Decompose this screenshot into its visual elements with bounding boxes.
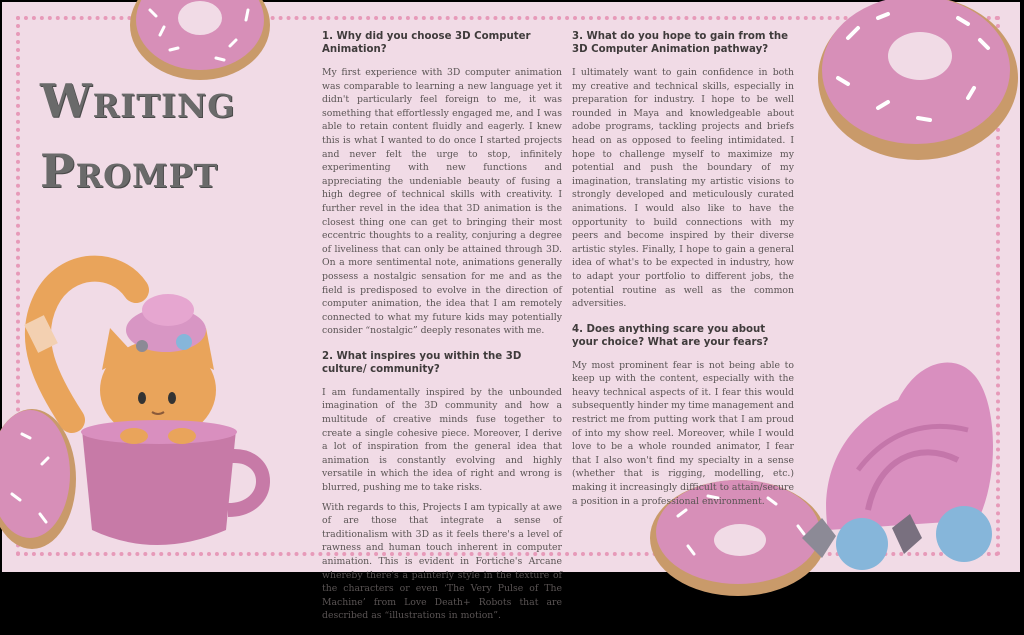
answer-1-paragraph: My first experience with 3D computer animation was comparable to learning a new language yet it didn't particularly feel foreign to me, it was something that effortlessly engaged me, and I was able to retain content fluidly and eagerly. I knew this is what I wanted to do once I started projects and never felt the urge to stop, infinitely experimenting with new functions and appreciating the undeniable beauty of fusing a high degree of technical skills with creativity. I further revel in the idea that 3D animation is the closest thing one can get to bringing their most eccentric thoughts to a reality, conjuring a degree of liveliness that can only be attained through 3D. On a more sentimental note, animations generally possess a nostalgic sensation for me and as the field is predisposed to evolve in the direction of computer animation, the idea that I am remotely connected to what my future kids may potentially consider “nostalgic” deeply resonates with me. xyxy=(322,67,562,337)
answer-4-paragraph: My most prominent fear is not being able to keep up with the content, especially with the heavy technical aspects of it. I fear this would subsequently hinder my time management and restrict me from putting work that I am proud of into my show reel. Moreover, while I would love to be a whole rounded animator, I fear that I also won't find my specialty in a sense (whether that is rigging, modelling, etc.) making it increasingly difficult to attain/secure a position in a professional environment. xyxy=(572,359,794,507)
title-line-1: Writing xyxy=(40,74,236,128)
question-1-heading: 1. Why did you choose 3D Computer Animation? xyxy=(322,31,531,55)
page-title xyxy=(40,66,300,206)
answer-2-paragraph-2: With regards to this, Projects I am typically at awe of are those that integrate a sense of traditionalism with 3D as it feels there's a level of rawness and human touch inherent in computer animation. This is evident in Fortiche's Arcane whereby there's a painterly style in the texture of the characters or even ‘The Very Pulse of The Machine’ from Love Death+ Robots that are described as “illustrations in motion”. xyxy=(322,501,562,622)
answer-2-paragraph-1: I am fundamentally inspired by the unbounded imagination of the 3D community and how a multitude of creative minds fuse together to create a single cohesive piece. Moreover, I derive a lot of inspiration from the general idea that animation is constantly evolving and highly versatile in which the idea of right and wrong is blurred, pushing me to take risks. xyxy=(322,386,562,494)
cat-in-cup-icon xyxy=(6,260,316,560)
donut-top-right-icon xyxy=(808,0,1020,168)
candy-icon xyxy=(792,498,1012,574)
column-left xyxy=(322,30,562,635)
title-line-2: Prompt xyxy=(40,144,219,198)
question-4-heading: 4. Does anything scare you about your choice? What are your fears? xyxy=(572,323,769,348)
question-2-heading: 2. What inspires you within the 3D culture/ community? xyxy=(322,350,522,375)
document-page xyxy=(2,2,1020,622)
question-3-heading: 3. What do you hope to gain from the 3D Computer Animation pathway? xyxy=(572,31,789,55)
answer-3-paragraph: I ultimately want to gain confidence in both my creative and technical skills, especially in preparation for industry. I hope to be well rounded in Maya and knowledgeable about adobe programs, tackling projects and briefs head on as opposed to feeling intimidated. I hope to challenge myself to maximize my potential and push the boundary of my imagination, translating my artistic visions to strongly developed and meticulously curated animations. I would also like to have the opportunity to build connections with my peers and become inspired by their diverse artistic styles. Finally, I hope to gain a general idea of what's to be expected in industry, how to adapt your portfolio to different jobs, the potential routine as well as the common adversities. xyxy=(572,67,794,310)
column-right xyxy=(572,30,794,520)
